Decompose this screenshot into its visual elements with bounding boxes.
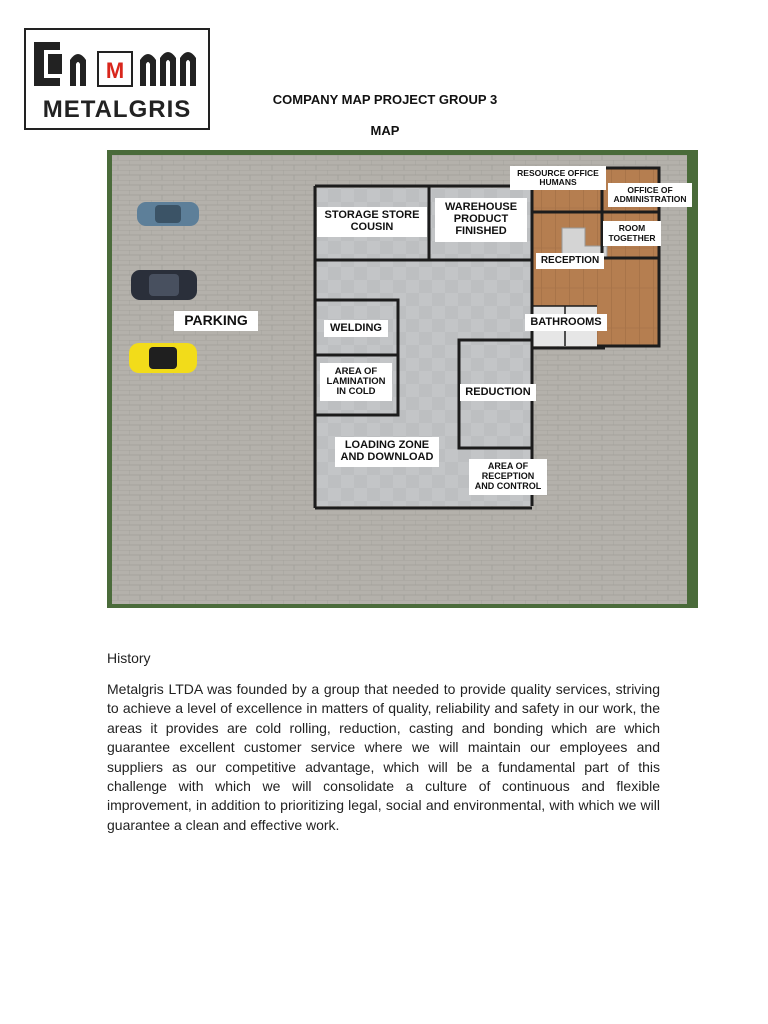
label-welding: WELDING [324, 320, 388, 337]
car-yellow [129, 343, 197, 373]
label-parking: PARKING [174, 311, 258, 331]
car-blue [137, 202, 199, 226]
document-title: COMPANY MAP PROJECT GROUP 3 [272, 92, 498, 107]
label-admin-office: OFFICE OF ADMINISTRATION [608, 183, 692, 207]
logo-letter: M [105, 58, 125, 83]
label-reception-control: AREA OF RECEPTION AND CONTROL [469, 459, 547, 495]
label-storage: STORAGE STORE COUSIN [317, 207, 427, 237]
site-map [107, 150, 698, 608]
label-meeting-room: ROOM TOGETHER [603, 221, 661, 246]
car-dark [131, 270, 197, 300]
label-reception: RECEPTION [536, 253, 604, 269]
history-paragraph: Metalgris LTDA was founded by a group that needed to provide quality services, striving to achieve a level of excellence in matters of quality, reliability and safety in our work, the areas it provides are cold rolling, reduction, casting and bonding which are which guarantee excellent customer service where we will maintain our employees and suppliers as our competitive advantage, which will be a fundamental part of this challenge with which we will consolidate a culture of continuous and flexible improvement, in addition to prioritizing legal, social and environmental, with which we will guarantee a clean and effective work. [107, 681, 660, 833]
label-loading-zone: LOADING ZONE AND DOWNLOAD [335, 437, 439, 467]
logo-wordmark: METALGRIS [42, 96, 192, 123]
label-hr-office: RESOURCE OFFICE HUMANS [510, 166, 606, 190]
company-logo [24, 28, 210, 130]
label-bathrooms: BATHROOMS [525, 314, 607, 331]
label-warehouse: WAREHOUSE PRODUCT FINISHED [435, 198, 527, 242]
document-subtitle: MAP [370, 123, 400, 138]
history-heading: History [107, 650, 151, 666]
label-lamination: AREA OF LAMINATION IN COLD [320, 363, 392, 401]
label-reduction: REDUCTION [460, 384, 536, 401]
